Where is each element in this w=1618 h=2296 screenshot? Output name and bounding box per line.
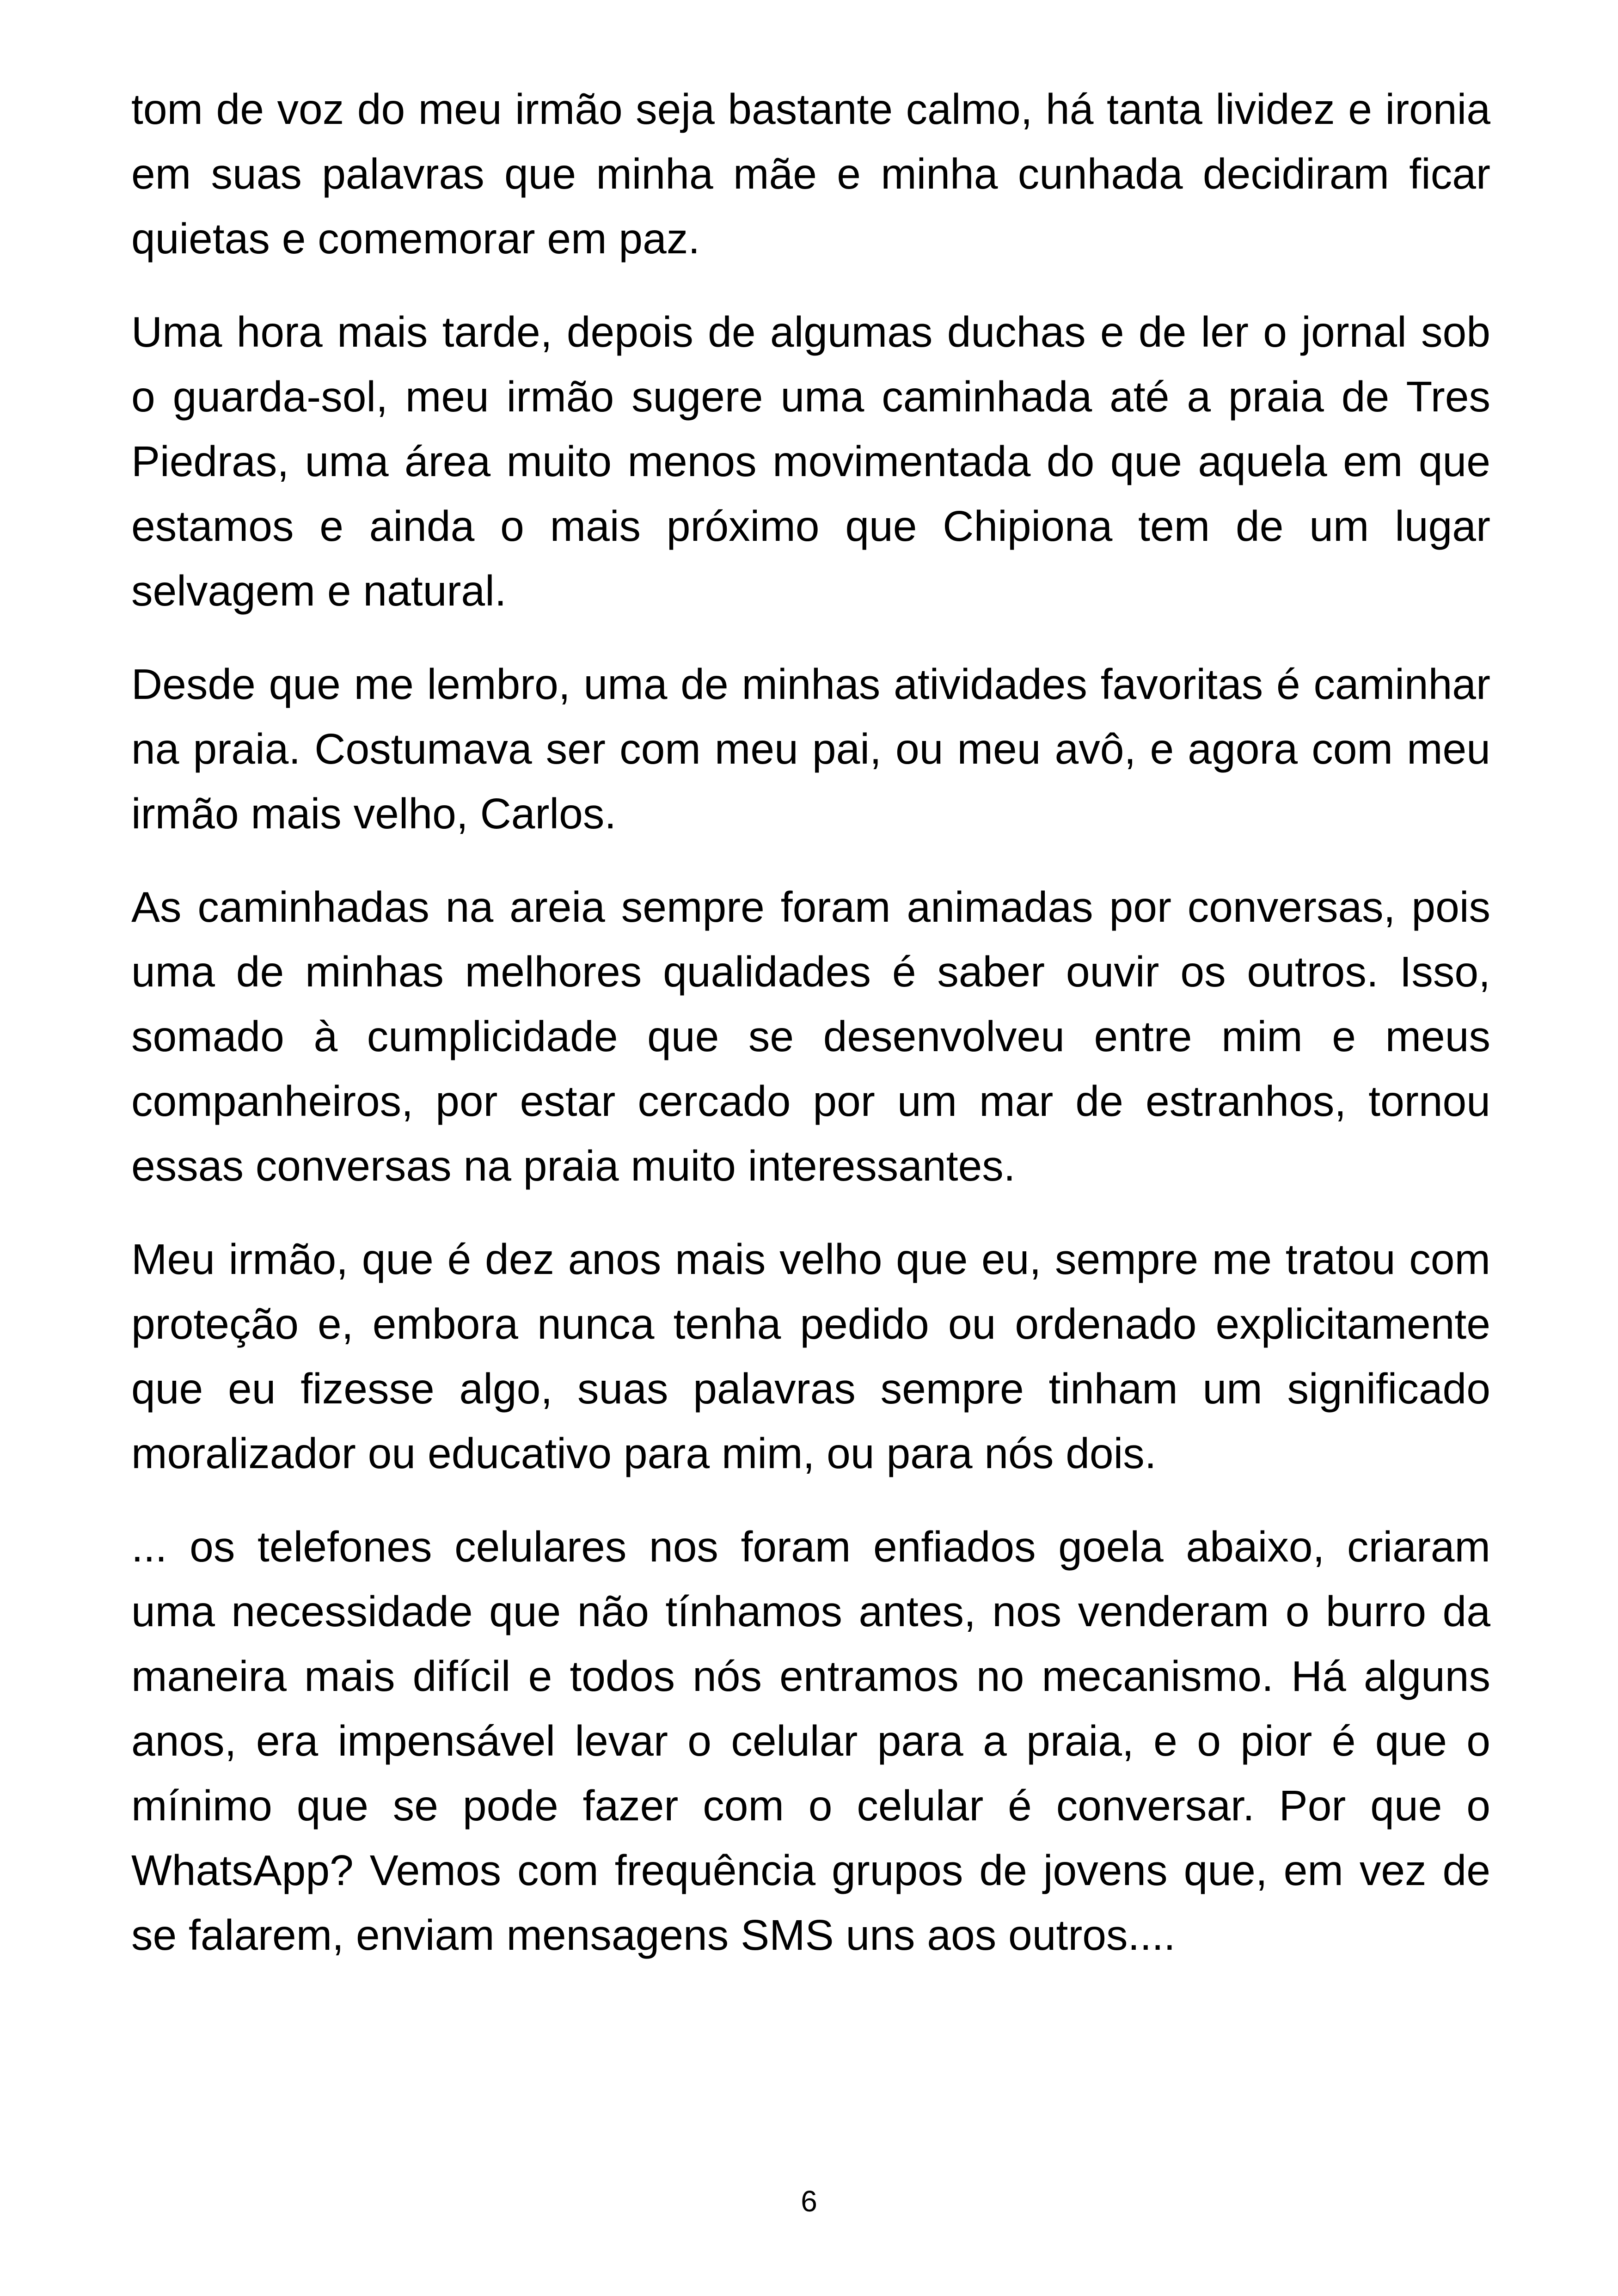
paragraph: Desde que me lembro, uma de minhas atividades favoritas é caminhar na praia. Costumava ser com meu pai, ou meu avô, e agora com meu irmão mais velho, Carlos. [131, 660, 1490, 838]
paragraph: Meu irmão, que é dez anos mais velho que eu, sempre me tratou com proteção e, embora nunca tenha pedido ou ordenado explicitamente que eu fizesse algo, suas palavras sempre tinham um significado moralizador ou educativo para mim, ou para nós dois. [131, 1235, 1490, 1477]
paragraph: ... os telefones celulares nos foram enfiados goela abaixo, criaram uma necessidade que não tínhamos antes, nos venderam o burro da maneira mais difícil e todos nós entramos no mecanismo. Há alguns anos, era impensável levar o celular para a praia, e o pior é que o mínimo que se pode fazer com o celular é conversar. Por que o WhatsApp? Vemos com frequência grupos de jovens que, em vez de se falarem, enviam mensagens SMS uns aos outros.... [131, 1523, 1490, 1959]
paragraph: As caminhadas na areia sempre foram animadas por conversas, pois uma de minhas melhores qualidades é saber ouvir os outros. Isso, somado à cumplicidade que se desenvolveu entre mim e meus companheiros, por estar cercado por um mar de estranhos, tornou essas conversas na praia muito interessantes. [131, 883, 1490, 1190]
paragraph: Uma hora mais tarde, depois de algumas duchas e de ler o jornal sob o guarda-sol, meu irmão sugere uma caminhada até a praia de Tres Piedras, uma área muito menos movimentada do que aquela em que estamos e ainda o mais próximo que Chipiona tem de um lugar selvagem e natural. [131, 308, 1490, 615]
page-number: 6 [801, 2185, 817, 2218]
paragraph: tom de voz do meu irmão seja bastante calmo, há tanta lividez e ironia em suas palavras que minha mãe e minha cunhada decidiram ficar quietas e comemorar em paz. [131, 85, 1490, 263]
body-text [131, 77, 1490, 1996]
